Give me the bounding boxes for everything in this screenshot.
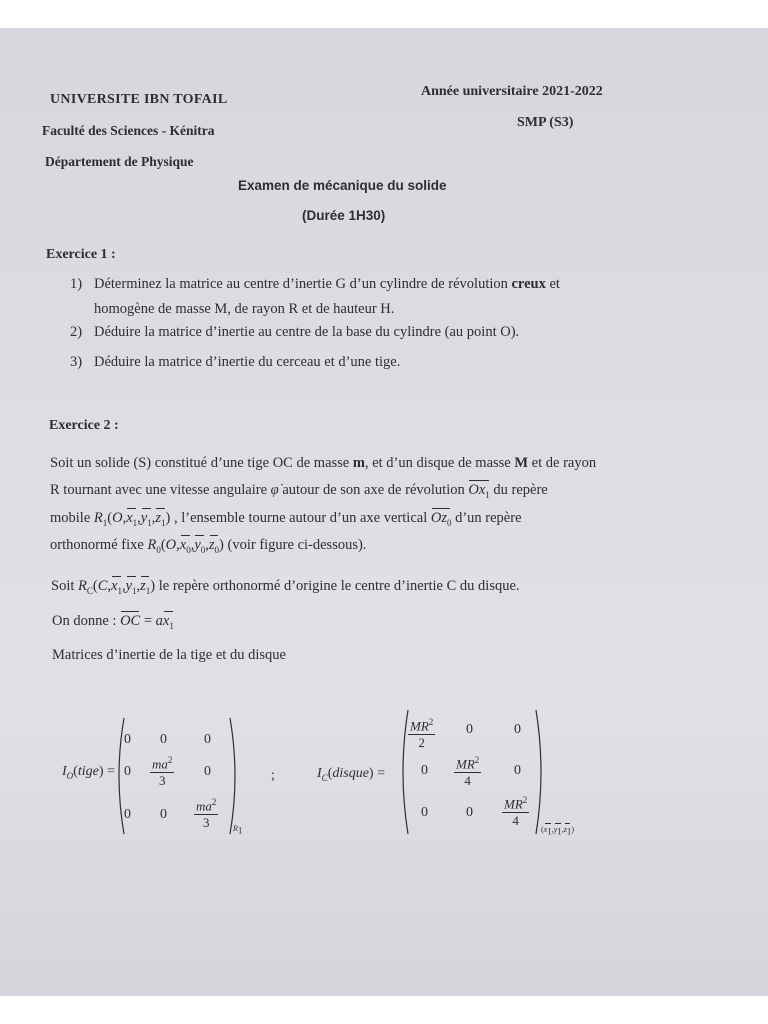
- tige-m23: 0: [204, 764, 211, 779]
- text-span: du repère: [489, 482, 548, 498]
- mass-m: m: [352, 455, 365, 471]
- disque-inertia-label: $I_C(disque)$ =: [317, 766, 385, 783]
- text-span: R tournant avec une vitesse angulaire: [50, 482, 271, 498]
- axis-Ox1-symbol: $Ox_1$: [468, 482, 490, 500]
- phi-dot-symbol: φ̇: [270, 482, 279, 498]
- program-label: SMP (S3): [517, 115, 574, 130]
- text-span: autour de son axe de révolution: [278, 482, 469, 498]
- tige-basis-label: $R_1$: [233, 824, 243, 836]
- matrices-separator: ;: [271, 768, 275, 783]
- text-span: le repère orthonormé d’origine le centre d’inertie C du disque.: [155, 578, 520, 594]
- tige-inertia-label: $I_O(tige)$ =: [62, 764, 115, 781]
- exercise2-title: Exercice 2 :: [49, 418, 119, 433]
- university-name: UNIVERSITE IBN TOFAIL: [50, 92, 228, 107]
- axis-Oz0-symbol: $Oz_0$: [430, 510, 452, 528]
- department-name: Département de Physique: [45, 154, 194, 169]
- item-number: 3): [70, 354, 83, 370]
- OC-equation: OC = $ax_1$: [120, 613, 174, 631]
- text-span: orthonormé fixe: [50, 537, 148, 553]
- tige-matrix-brackets: [112, 716, 252, 836]
- text-span: d’un repère: [451, 510, 522, 526]
- disque-m11: $\frac{MR^2}{2}$: [408, 714, 435, 751]
- disque-m23: 0: [514, 763, 521, 778]
- exam-title: Examen de mécanique du solide: [238, 178, 447, 193]
- disque-m12: 0: [466, 722, 473, 737]
- text-span: Soit un solide (S) constitué d’une tige OC de masse: [50, 455, 353, 471]
- exam-duration: (Durée 1H30): [302, 208, 386, 223]
- disque-m13: 0: [514, 722, 521, 737]
- text-span: (voir figure ci-dessous).: [223, 537, 367, 553]
- academic-year: Année universitaire 2021-2022: [421, 84, 603, 99]
- text-span: , et d’un disque de masse: [364, 455, 515, 471]
- given-label: On donne :: [52, 613, 117, 629]
- exercise2-paragraph-line2: [50, 482, 548, 500]
- tige-m13: 0: [204, 732, 211, 747]
- item-text: Déduire la matrice d’inertie au centre de la base du cylindre (au point O).: [94, 324, 520, 340]
- matrices-label: Matrices d’inertie de la tige et du disque: [52, 647, 286, 663]
- text-span: Soit: [51, 578, 78, 594]
- item-text: Déterminez la matrice au centre d’inertie G d’un cylindre de révolution: [94, 276, 512, 292]
- disque-m31: 0: [421, 805, 428, 820]
- exercise2-paragraph-line1: [50, 455, 596, 472]
- tige-m33: $\frac{ma^2}{3}$: [194, 794, 218, 831]
- frame-RC-symbol: $R_C(C,x_1,y_1,z_1)$: [78, 578, 156, 596]
- exercise2-paragraph-line4: [50, 537, 366, 555]
- exercise2-given: [52, 613, 174, 631]
- exercise1-item2: [70, 324, 519, 341]
- exercise1-item1: [70, 276, 560, 293]
- faculty-name: Faculté des Sciences - Kénitra: [42, 123, 215, 138]
- frame-R1-symbol: $R_1(O,x_1,y_1,z_1)$: [93, 510, 171, 528]
- tige-m11: 0: [124, 732, 131, 747]
- exam-sheet: [0, 28, 768, 996]
- exercise2-frame-C: [51, 578, 520, 596]
- item-number: 1): [70, 276, 83, 292]
- tige-m22: $\frac{ma^2}{3}$: [150, 752, 174, 789]
- tige-m12: 0: [160, 732, 167, 747]
- mass-M: M: [514, 455, 529, 471]
- exercise1-title: Exercice 1 :: [46, 247, 116, 262]
- tige-m32: 0: [160, 807, 167, 822]
- exercise2-paragraph-line3: [50, 510, 522, 528]
- item-emphasis: creux: [511, 276, 546, 292]
- text-span: , l’ensemble tourne autour d’un axe vertical: [170, 510, 431, 526]
- item-text: Déduire la matrice d’inertie du cerceau et d’une tige.: [94, 354, 401, 370]
- disque-m22: $\frac{MR^2}{4}$: [454, 752, 481, 789]
- disque-m33: $\frac{MR^2}{4}$: [502, 792, 529, 829]
- exercise1-item1-line2: homogène de masse M, de rayon R et de hauteur H.: [94, 301, 395, 317]
- tige-m21: 0: [124, 764, 131, 779]
- text-span: et de rayon: [528, 455, 597, 471]
- tige-m31: 0: [124, 807, 131, 822]
- frame-R0-symbol: $R_0(O,x_0,y_0,z_0)$: [147, 537, 224, 555]
- item-text: et: [545, 276, 560, 292]
- item-number: 2): [70, 324, 83, 340]
- disque-m32: 0: [466, 805, 473, 820]
- disque-basis-label: $(x_1,y_1,z_1)$: [541, 825, 575, 837]
- text-span: mobile: [50, 510, 94, 526]
- exercise1-item3: [70, 354, 400, 371]
- disque-m21: 0: [421, 763, 428, 778]
